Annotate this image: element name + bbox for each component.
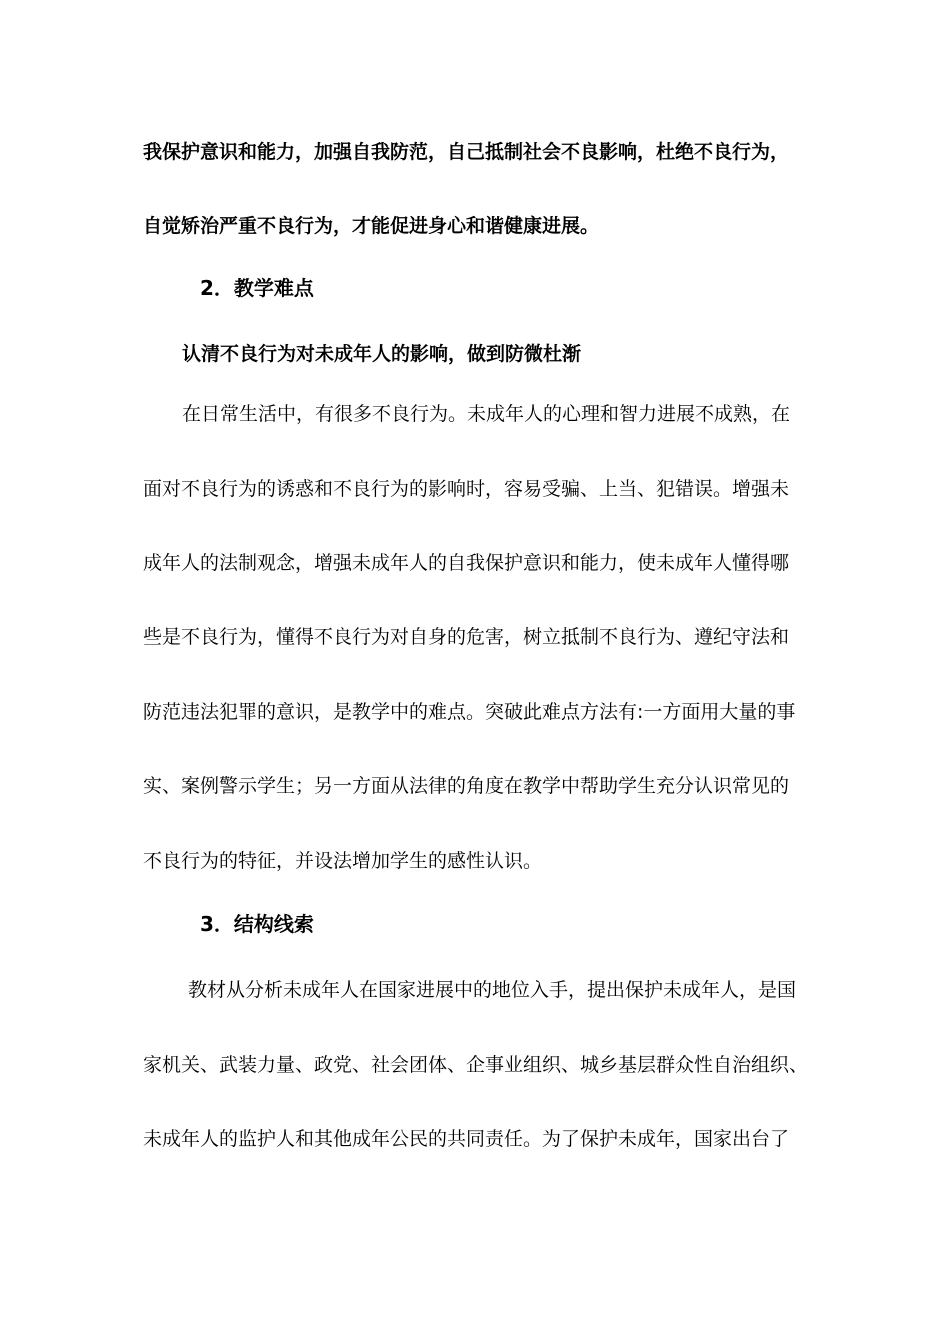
intro-line-1: 我保护意识和能力，加强自我防范，自己抵制社会不良影响，杜绝不良行为， — [143, 141, 790, 163]
section-3-line-3: 未成年人的监护人和其他成年公民的共同责任。为了保护未成年，国家出台了 — [143, 1128, 790, 1150]
section-2-line-5: 防范违法犯罪的意识，是教学中的难点。突破此难点方法有:一方面用大量的事 — [143, 701, 796, 723]
section-2-line-3: 成年人的法制观念，增强未成年人的自我保护意识和能力，使未成年人懂得哪 — [143, 552, 790, 574]
section-2-line-4: 些是不良行为，懂得不良行为对自身的危害，树立抵制不良行为、遵纪守法和 — [143, 626, 790, 648]
section-2-subheading: 认清不良行为对未成年人的影响，做到防微杜渐 — [182, 343, 582, 365]
section-2-heading: 2．教学难点 — [200, 276, 314, 300]
section-2-line-7: 不良行为的特征，并设法增加学生的感性认识。 — [143, 850, 543, 872]
section-2-line-1: 在日常生活中，有很多不良行为。未成年人的心理和智力进展不成熟，在 — [182, 403, 791, 425]
intro-line-2: 自觉矫治严重不良行为，才能促进身心和谐健康进展。 — [143, 215, 600, 237]
section-2-line-6: 实、案例警示学生；另一方面从法律的角度在教学中帮助学生充分认识常见的 — [143, 775, 790, 797]
section-2-line-2: 面对不良行为的诱惑和不良行为的影响时，容易受骗、上当、犯错误。增强未 — [143, 478, 790, 500]
section-3-line-2: 家机关、武装力量、政党、社会团体、企事业组织、城乡基层群众性自治组织、 — [143, 1054, 809, 1076]
section-3-line-1: 教材从分析未成年人在国家进展中的地位入手，提出保护未成年人，是国 — [188, 979, 797, 1001]
section-3-heading: 3．结构线索 — [200, 912, 314, 936]
